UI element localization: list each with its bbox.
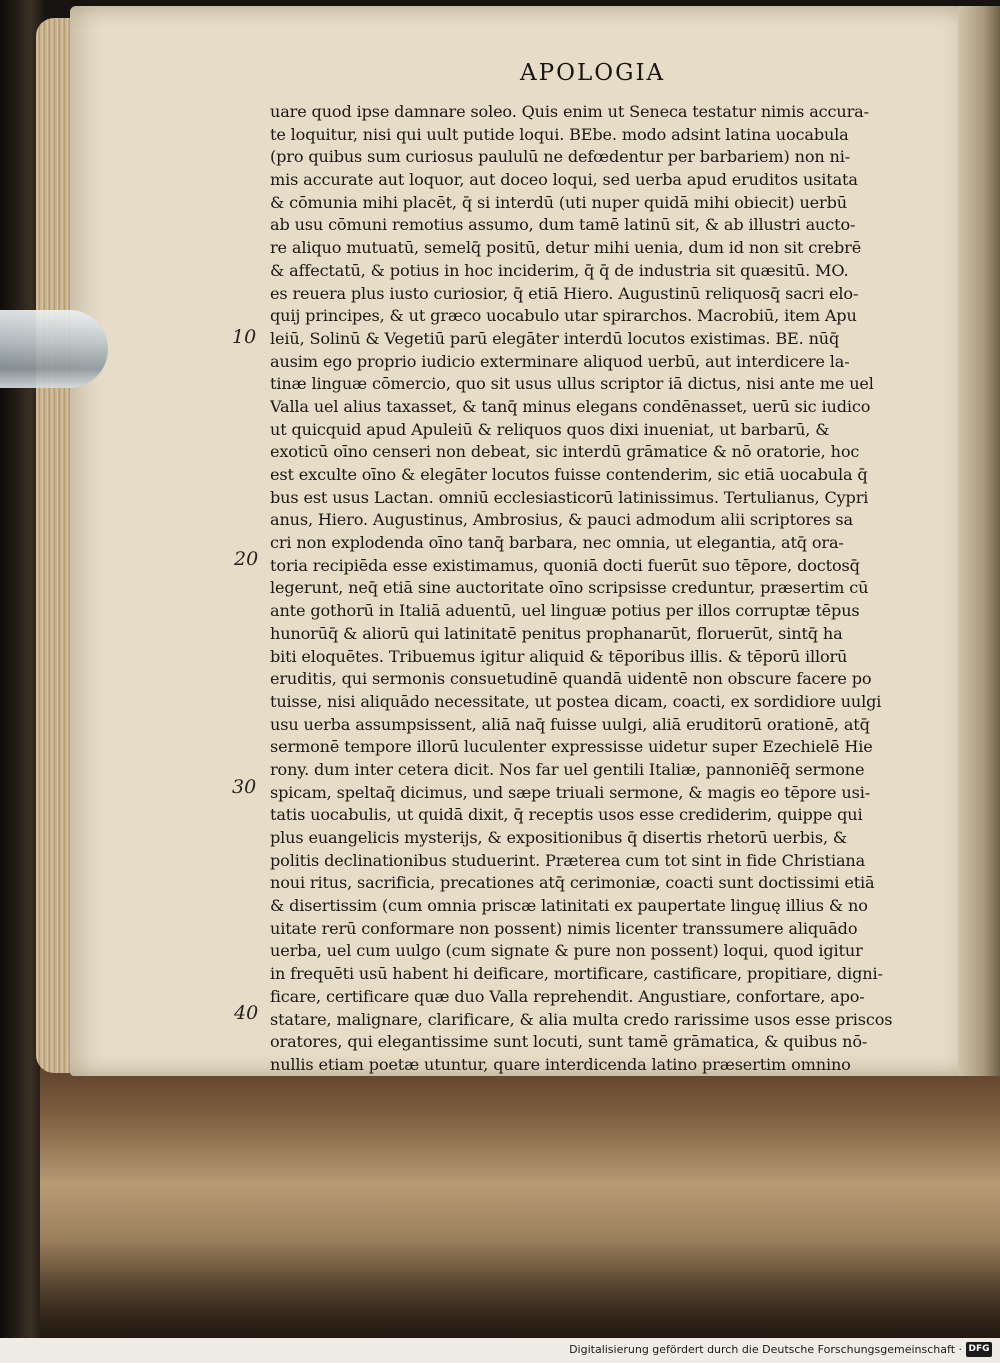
text-line: leiū, Solinū & Vegetiū parū elegāter interdū locutos existimas. BE. nūq̄ [270,328,840,348]
text-line: ficare, certificare quæ duo Valla reprehendit. Angustiare, confortare, apo- [270,986,865,1006]
text-line: est exculte oīno & elegāter locutos fuisse contenderim, sic etiā uocabula q̄ [270,465,868,484]
text-line: anus, Hiero. Augustinus, Ambrosius, & pauci admodum alii scriptores sa [270,510,853,530]
text-line: bus est usus Lactan. omniū ecclesiasticorū latinissimus. Tertulianus, Cypri [270,487,869,507]
page-gutter [958,6,1000,1076]
text-line: te loquitur, nisi qui uult putide loqui. BEbe. modo adsint latina uocabula [270,124,849,144]
text-line: Valla uel alius taxasset, & tanq̄ minus elegans condēnasset, uerū sic iudico [270,396,871,416]
text-line: uitate rerū conformare non possent) nimis licenter transsumere aliquādo [270,918,858,938]
text-line: uare quod ipse damnare soleo. Quis enim ut Seneca testatur nimis accura- [270,102,869,121]
text-line: noui ritus, sacrificia, precationes atq̄ cerimoniæ, coacti sunt doctissimi etiā [270,873,875,893]
footer-credit: Digitalisierung gefördert durch die Deutsche Forschungsgemeinschaft · [569,1343,962,1356]
text-line: spicam, speltaq̄ dicimus, und sæpe triuali sermone, & magis eo tēpore usi- [270,782,870,802]
cover-shadow [40,1240,1000,1338]
text-line: toria recipiēda esse existimamus, quoniā docti fuerūt suo tēpore, doctosq̄ [270,555,860,575]
running-head: APOLOGIA [520,60,666,86]
text-line: (pro quibus sum curiosus paululū ne defœdentur per barbariem) non ni- [270,147,851,167]
dfg-logo: DFG [966,1342,992,1357]
text-line: plus euangelicis mysterijs, & expositionibus q̄ disertis rhetorū uerbis, & [270,828,848,847]
text-line: statare, malignare, clarificare, & alia multa credo rarissime usos esse priscos [270,1009,893,1029]
text-line: rony. dum inter cetera dicit. Nos far uel gentili Italiæ, pannoniēq̄ sermone [270,759,865,779]
page-clip [0,310,108,388]
margin-number: 10 [232,326,257,348]
margin-number: 20 [234,548,259,570]
text-line: politis declinationibus studuerint. Præterea cum tot sint in fide Christiana [270,850,866,870]
text-line: tatis uocabulis, ut quidā dixit, q̄ receptis usos esse crediderim, quippe qui [270,805,863,825]
text-line: quij principes, & ut græco uocabulo utar spirarchos. Macrobiū, item Apu [270,306,857,326]
text-line: mis accurate aut loquor, aut doceo loqui, sed uerba apud eruditos usitata [270,170,858,190]
text-block [270,101,910,1077]
text-line: ab usu cōmuni remotius assumo, dum tamē latinū sit, & ab illustri aucto- [270,215,856,235]
text-line: hunorūq̄ & aliorū qui latinitatē penitus prophanarūt, floruerūt, sintq̄ ha [270,623,843,643]
text-line: ante gothorū in Italiā aduentū, uel linguæ potius per illos corruptæ tēpus [270,601,860,621]
text-line: oratores, qui elegantissime sunt locuti, sunt tamē grāmatica, & quibus nō- [270,1032,868,1052]
text-line: in frequēti usū habent hi deificare, mortificare, castificare, propitiare, digni- [270,964,883,984]
text-line: cri non explodenda oīno tanq̄ barbara, nec omnia, ut elegantia, atq̄ ora- [270,533,844,553]
text-line: ausim ego proprio iudicio exterminare aliquod uerbū, aut interdicere la- [270,351,850,371]
text-line: tinæ linguæ cōmercio, quo sit usus ullus scriptor iā dictus, nisi ante me uel [270,374,874,394]
text-line: nullis etiam poetæ utuntur, quare interdicenda latino præsertim omnino [270,1054,851,1074]
margin-number: 30 [232,776,257,798]
text-line: legerunt, neq̄ etiā sine auctoritate oīno scripsisse creduntur, præsertim cū [270,578,869,598]
margin-number: 40 [234,1002,259,1024]
text-line: usu uerba assumpsissent, aliā naq̄ fuisse uulgi, aliā eruditorū orationē, atq̄ [270,714,870,734]
text-line: & disertissim (cum omnia priscæ latinitati ex paupertate linguę illius & no [270,896,868,916]
text-line: re aliquo mutuatū, semelq̄ positū, detur mihi uenia, dum id non sit crebrē [270,238,862,258]
text-line: sermonē tempore illorū luculenter expressisse uidetur super Ezechielē Hie [270,737,873,757]
text-line: & affectatū, & potius in hoc inciderim, q̄ q̄ de industria sit quæsitū. MO. [270,260,849,280]
footer-bar [0,1338,1000,1363]
text-line: eruditis, qui sermonis consuetudinē quandā uidentē non obscure facere po [270,669,872,689]
text-line: uerba, uel cum uulgo (cum signate & pure non possent) loqui, quod igitur [270,941,863,961]
text-line: ut quicquid apud Apuleiū & reliquos quos dixi inueniat, ut barbarū, & [270,419,830,439]
text-line: exoticū oīno censeri non debeat, sic interdū grāmatice & nō oratorie, hoc [270,442,860,462]
text-line: es reuera plus iusto curiosior, q̄ etiā Hiero. Augustinū reliquosq̄ sacri elo- [270,283,859,303]
text-line: & cōmunia mihi placēt, q̄ si interdū (uti nuper quidā mihi obiecit) uerbū [270,192,847,212]
text-line: tuisse, nisi aliquādo necessitate, ut postea dicam, coacti, ex sordidiore uulgi [270,691,882,711]
text-line: biti eloquētes. Tribuemus igitur aliquid & tēporibus illis. & tēporū illorū [270,646,848,666]
